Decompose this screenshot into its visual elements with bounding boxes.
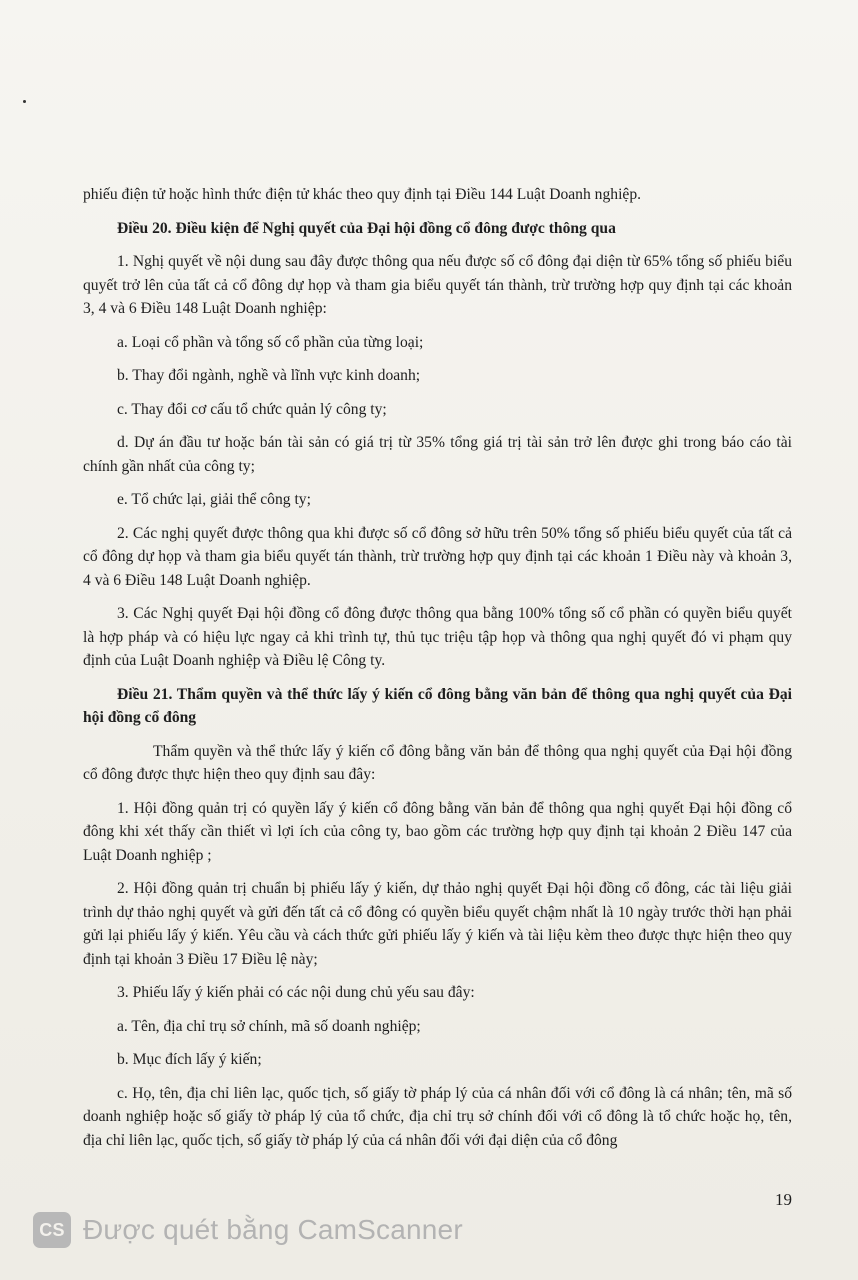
list-item: a. Tên, địa chỉ trụ sở chính, mã số doanh nghiệp;: [117, 1017, 421, 1035]
list-item: d. Dự án đầu tư hoặc bán tài sản có giá trị từ 35% tổng giá trị tài sản trở lên được ghi trong báo cáo tài chính gần nhất của công ty;: [83, 434, 792, 475]
paragraph: 1. Hội đồng quản trị có quyền lấy ý kiến cổ đông bằng văn bản để thông qua nghị quyết Đại hội đồng cổ đông khi xét thấy cần thiết vì lợi ích của công ty, bao gồm các trường hợp quy định tại khoản 2 Điều 147 của Luật Doanh nghiệp ;: [83, 799, 792, 864]
article-20-heading: Điều 20. Điều kiện để Nghị quyết của Đại hội đồng cổ đông được thông qua: [117, 219, 616, 237]
list-item: c. Thay đổi cơ cấu tổ chức quản lý công ty;: [117, 400, 387, 418]
paragraph: 2. Hội đồng quản trị chuẩn bị phiếu lấy ý kiến, dự thảo nghị quyết Đại hội đồng cổ đông, các tài liệu giải trình dự thảo nghị quyết và gửi đến tất cả cổ đông có quyền biểu quyết chậm nhất là 10 ngày trước thời hạn phải gửi lại phiếu lấy ý kiến. Yêu cầu và cách thức gửi phiếu lấy ý kiến và tài liệu kèm theo được thực hiện theo quy định tại khoản 3 Điều 17 Điều lệ này;: [83, 880, 792, 968]
scan-speck: [23, 100, 26, 103]
list-item: a. Loại cổ phần và tổng số cổ phần của từng loại;: [117, 333, 424, 351]
list-item: b. Mục đích lấy ý kiến;: [117, 1051, 262, 1068]
paragraph: 1. Nghị quyết về nội dung sau đây được thông qua nếu được số cổ đông đại diện từ 65% tổng số phiếu biểu quyết trở lên của tất cả cổ đông dự họp và tham gia biểu quyết tán thành, trừ trường hợp quy định tại các khoản 3, 4 và 6 Điều 148 Luật Doanh nghiệp:: [83, 253, 792, 317]
article-21-heading: Điều 21. Thẩm quyền và thể thức lấy ý kiến cổ đông bằng văn bản để thông qua nghị quyết của Đại hội đồng cổ đông: [83, 685, 792, 726]
paragraph: Thẩm quyền và thể thức lấy ý kiến cổ đông bằng văn bản để thông qua nghị quyết của Đại hội đồng cổ đông được thực hiện theo quy định sau đây:: [83, 742, 792, 783]
paragraph: 2. Các nghị quyết được thông qua khi được số cổ đông sở hữu trên 50% tổng số phiếu biểu quyết của tất cả cổ đông dự họp và tham gia biểu quyết tán thành, trừ trường hợp quy định tại các khoản 1 Điều này và khoản 3, 4 và 6 Điều 148 Luật Doanh nghiệp.: [83, 524, 792, 589]
list-item: b. Thay đổi ngành, nghề và lĩnh vực kinh doanh;: [117, 367, 421, 384]
list-item: c. Họ, tên, địa chỉ liên lạc, quốc tịch, số giấy tờ pháp lý của cá nhân đối với cổ đông là cá nhân; tên, mã số doanh nghiệp hoặc số giấy tờ pháp lý của tổ chức, địa chỉ trụ sở chính đối với cổ đông là tổ chức hoặc họ, tên, địa chỉ liên lạc, quốc tịch, số giấy tờ pháp lý của cá nhân đối với đại diện của cổ đông: [83, 1084, 792, 1149]
page-number: 19: [775, 1190, 792, 1209]
list-item: e. Tổ chức lại, giải thể công ty;: [117, 491, 311, 508]
document-body: [83, 183, 792, 1162]
camscanner-watermark: [33, 1210, 463, 1250]
watermark-text: Được quét bằng CamScanner: [83, 1214, 463, 1245]
paragraph: phiếu điện tử hoặc hình thức điện tử khác theo quy định tại Điều 144 Luật Doanh nghiệp.: [83, 186, 642, 203]
paragraph: 3. Các Nghị quyết Đại hội đồng cổ đông được thông qua bằng 100% tổng số cổ phần có quyền biểu quyết là hợp pháp và có hiệu lực ngay cả khi trình tự, thủ tục triệu tập họp và thông qua nghị quyết đó vi phạm quy định của Luật Doanh nghiệp và Điều lệ Công ty.: [83, 605, 792, 669]
paragraph: 3. Phiếu lấy ý kiến phải có các nội dung chủ yếu sau đây:: [117, 984, 475, 1001]
camscanner-logo-icon: CS: [33, 1212, 71, 1248]
